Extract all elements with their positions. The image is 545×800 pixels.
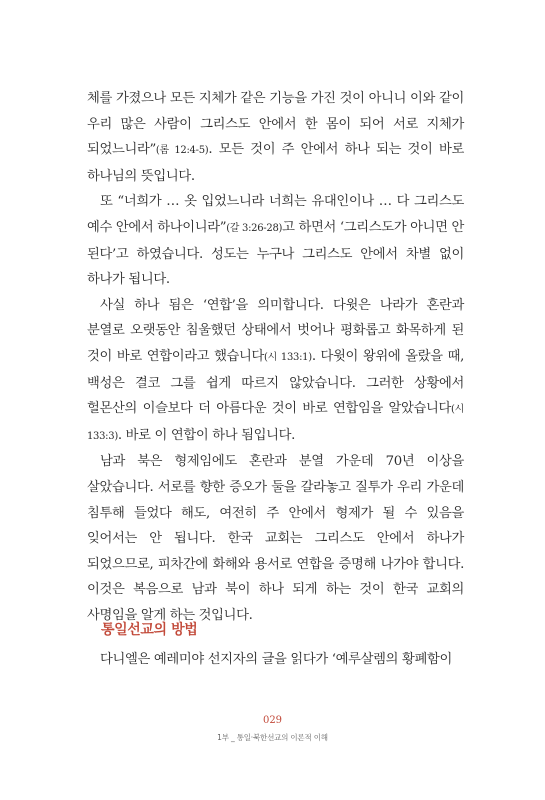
page-number: 029	[262, 715, 283, 726]
paragraph-text: 사실 하나 됨은 ‘연합’을 의미합니다. 다윗은 나라가 혼란과 분열로 오랫동안 침울했던 상태에서 벗어나 평화롭고 화목하게 된 것이 바로 연합이라고 했습니다	[87, 297, 464, 364]
scripture-reference: (롬 12:4-5)	[155, 145, 209, 157]
paragraph-text: . 다윗이 왕위에 올랐을 때, 백성은 결코 그를 쉽게 따르지 않았습니다. 그러한 상황에서 헐몬산의 이슬보다 더 아름다운 것이 바로 연합임을 알았습니다	[87, 348, 464, 417]
paragraph-text: 고 하면서 ‘그리스도가 아니면 안 된다’고 하였습니다. 성도는 누구나 그리스도 안에서 차별 없이 하나가 됩니다.	[87, 219, 464, 288]
section-heading: 통일선교의 방법	[101, 622, 198, 638]
scripture-reference: (시 133:3)	[87, 404, 464, 442]
paragraph	[87, 449, 464, 628]
running-title: 1부 _ 통일·북한선교의 이론적 이해	[217, 733, 328, 742]
last-paragraph: 다니엘은 예레미야 선지자의 글을 읽다가 ‘예루살렘의 황폐함이	[100, 652, 453, 667]
paragraph-text: . 모든 것이 주 안에서 하나 되는 것이 바로 하나님의 뜻입니다.	[87, 142, 465, 184]
paragraph-text: . 바로 이 연합이 하나 됨입니다.	[117, 427, 295, 443]
paragraph-text: 또 “너희가 … 옷 입었느니라 너희는 유대인이나 … 다 그리스도 예수 안에서 하나이니라”	[87, 194, 464, 235]
paragraph	[87, 86, 464, 189]
paragraph	[87, 189, 464, 292]
paragraph	[87, 293, 464, 450]
paragraph-text: 체를 가졌으나 모든 지체가 같은 기능을 가진 것이 아니니 이와 같이 우리 많은 사람이 그리스도 안에서 한 몸이 되어 서로 지체가 되었느니라”	[87, 91, 464, 158]
body-text	[87, 86, 464, 628]
scripture-reference: (시 133:1)	[264, 351, 312, 363]
scripture-reference: (갈 3:26-28)	[226, 222, 283, 234]
paragraph-text: 남과 북은 형제임에도 혼란과 분열 가운데 70년 이상을 살았습니다. 서로를 향한 증오가 둘을 갈라놓고 질투가 우리 가운데 침투해 들었다 해도, 여전히 주 안에서 형제가 될 수 있음을 잊어서는 안 됩니다. 한국 교회는 그리스도 안에서 하나가 되었으므로, 피차간에 화해와 용서로 연합을 증명해 나가야 합니다. 이것은 복음으로 남과 북이 하나 되게 하는 것이 한국 교회의 사명임을 알게 하는 것입니다.	[87, 454, 464, 623]
